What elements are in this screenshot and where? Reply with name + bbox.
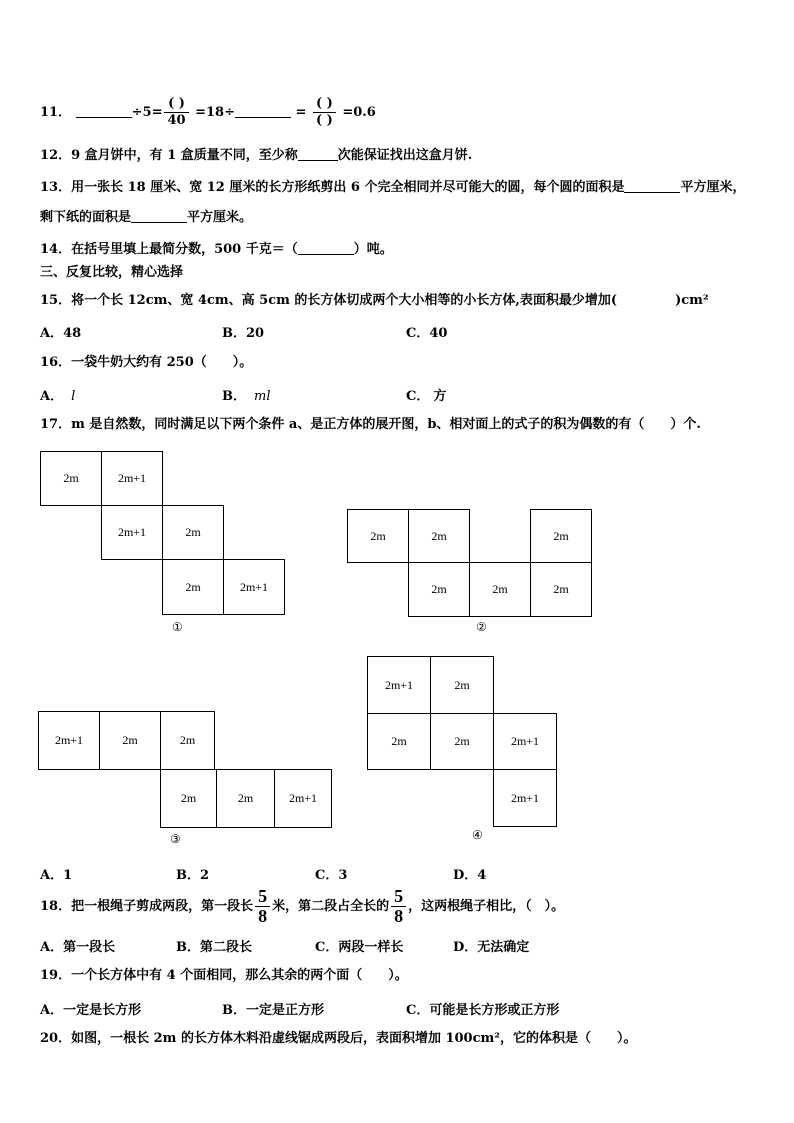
option-c[interactable]: C．3: [315, 868, 348, 883]
net-face: 2m: [162, 505, 224, 560]
option-d[interactable]: D．无法确定: [453, 940, 530, 955]
question-17: 17．m 是自然数，同时满足以下两个条件 a、是正方体的展开图，b、相对面上的式子的积为偶数的有（ ）个.: [40, 417, 701, 432]
figure-label: ③: [170, 832, 181, 846]
option-c[interactable]: C．两段一样长: [315, 940, 404, 955]
figure-label: ②: [476, 620, 487, 634]
net-face: 2m: [216, 769, 275, 828]
answer-blank[interactable]: [131, 208, 187, 223]
net-face: 2m: [347, 509, 409, 563]
fraction: $\frac{( )}{40}$: [164, 96, 188, 129]
net-face: 2m+1: [223, 559, 285, 615]
figure-label: ④: [472, 828, 483, 842]
option-b[interactable]: B． ml: [222, 389, 271, 404]
option-a[interactable]: A．一定是长方形: [40, 1003, 142, 1018]
section-heading: 三、反复比较，精心选择: [40, 265, 184, 280]
figure-label: ①: [172, 620, 183, 634]
net-face: 2m: [469, 562, 531, 617]
net-face: 2m: [430, 656, 494, 714]
net-face: 2m+1: [101, 451, 163, 506]
option-a[interactable]: A．第一段长: [40, 940, 116, 955]
question-13: 13．用一张长 18 厘米、宽 12 厘米的长方形纸剪出 6 个完全相同并尽可能大的圆，每个圆的面积是 平方厘米，: [40, 180, 746, 195]
option-a[interactable]: A．48: [40, 326, 82, 341]
net-face: 2m+1: [493, 713, 557, 770]
net-face: 2m+1: [274, 769, 332, 828]
question-12: 12．9 盒月饼中，有 1 盒质量不同，至少称 次能保证找出这盒月饼.: [40, 148, 473, 163]
option-c[interactable]: C． 方: [406, 389, 447, 404]
question-19: 19．一个长方体中有 4 个面相同，那么其余的两个面（ ）。: [40, 968, 408, 983]
question-20: 20．如图，一根长 2m 的长方体木料沿虚线锯成两段后，表面积增加 100cm²，它的体积是（ ）。: [40, 1031, 637, 1046]
net-face: 2m: [408, 562, 470, 617]
net-face: 2m: [40, 451, 102, 506]
answer-blank[interactable]: [76, 103, 132, 118]
net-face: 2m+1: [101, 505, 163, 560]
option-a[interactable]: A． l: [40, 389, 76, 404]
net-face: 2m+1: [38, 711, 100, 770]
answer-blank[interactable]: [235, 103, 291, 118]
net-face: 2m: [99, 711, 161, 770]
net-face: 2m+1: [493, 769, 557, 827]
option-b[interactable]: B．20: [222, 326, 265, 341]
question-14: 14．在括号里填上最简分数，500 千克＝（ ）吨。: [40, 242, 393, 257]
option-c[interactable]: C．可能是长方形或正方形: [406, 1003, 560, 1018]
question-11: 11． ÷5= $\frac{( )}{40}$ =18÷ = $\frac{( )}{( )}$ =0.6: [40, 96, 376, 128]
net-face: 2m: [160, 711, 215, 770]
question-18: 18．把一根绳子剪成两段，第一段长 $\frac{5}{8}$ 米，第二段占全长的 $\frac{5}{8}$ ，这两根绳子相比，（ ）。: [40, 886, 565, 926]
answer-blank[interactable]: [298, 146, 338, 161]
net-face: 2m: [408, 509, 470, 563]
fraction: $\frac{5}{8}$: [255, 887, 270, 926]
net-face: 2m+1: [367, 656, 431, 714]
question-15: 15．将一个长 12cm、宽 4cm、高 5cm 的长方体切成两个大小相等的小长方体,表面积最少增加( )cm²: [40, 293, 709, 308]
question-16: 16．一袋牛奶大约有 250（ ）。: [40, 355, 253, 370]
net-face: 2m: [530, 562, 592, 617]
question-13-line-2: 剩下纸的面积是 平方厘米。: [40, 210, 253, 225]
fraction: $\frac{5}{8}$: [391, 887, 406, 926]
option-b[interactable]: B．2: [176, 868, 210, 883]
option-b[interactable]: B．一定是正方形: [222, 1003, 324, 1018]
net-face: 2m: [160, 769, 217, 828]
option-d[interactable]: D．4: [453, 868, 487, 883]
answer-blank[interactable]: [624, 178, 680, 193]
net-face: 2m: [162, 559, 224, 615]
net-face: 2m: [430, 713, 494, 770]
net-face: 2m: [530, 509, 592, 563]
answer-blank[interactable]: [298, 240, 354, 255]
fraction: $\frac{( )}{( )}$: [313, 96, 336, 129]
option-b[interactable]: B．第二段长: [176, 940, 252, 955]
option-a[interactable]: A．1: [40, 868, 73, 883]
option-c[interactable]: C．40: [406, 326, 448, 341]
net-face: 2m: [367, 713, 431, 770]
